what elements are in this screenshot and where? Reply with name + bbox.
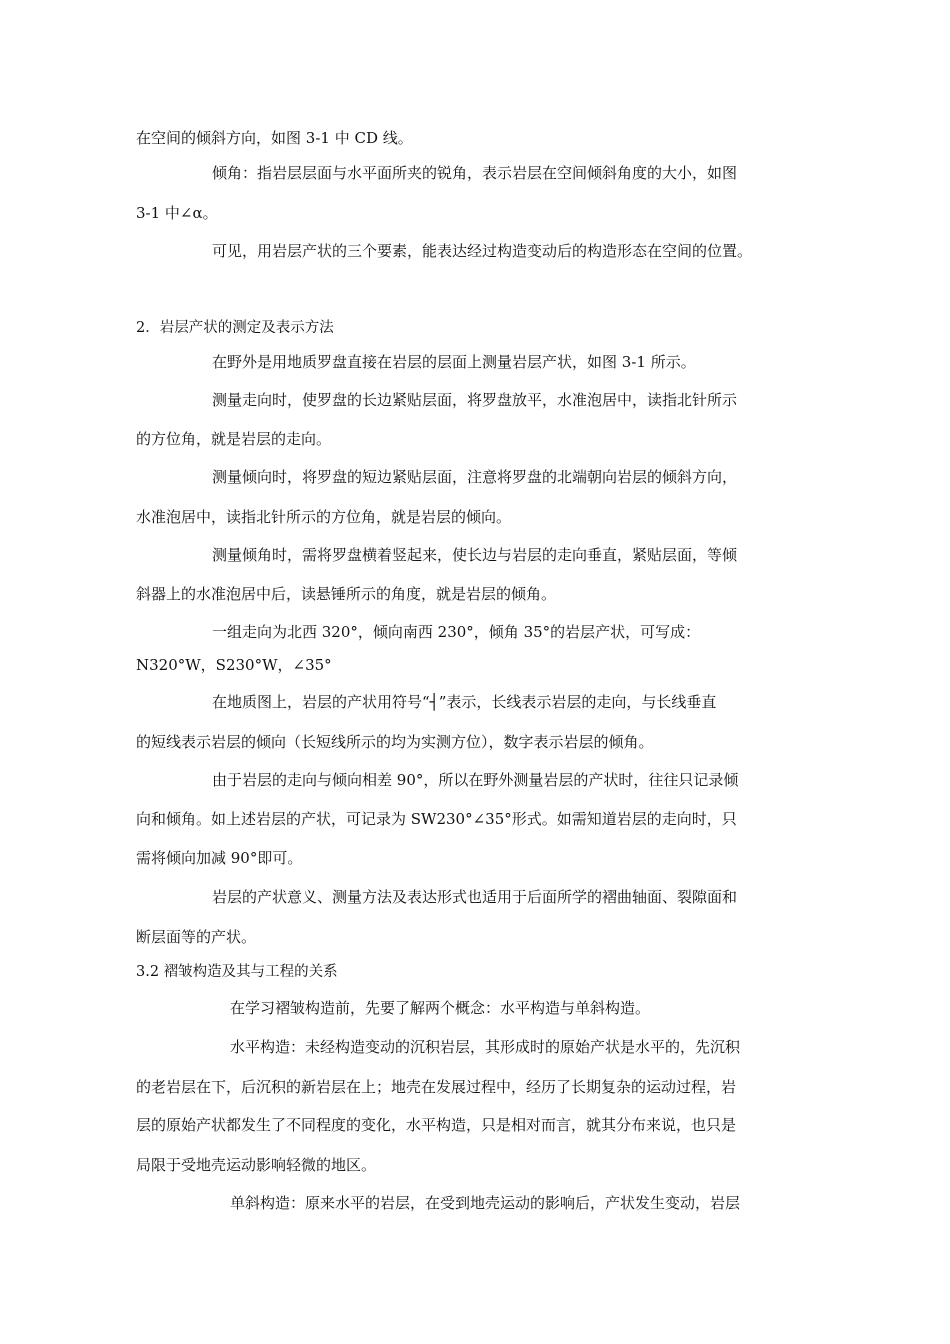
paragraph-dip: 测量倾角时，需将罗盘横着竖起来，使长边与岩层的走向垂直，紧贴层面，等倾 xyxy=(212,546,738,564)
text-line: 的短线表示岩层的倾向（长短线所示的均为实测方位），数字表示岩层的倾角。 xyxy=(136,733,654,751)
section-heading: 2．岩层产状的测定及表示方法 xyxy=(136,320,334,336)
text-line: 的老岩层在下，后沉积的新岩层在上；地壳在发展过程中，经历了长期复杂的运动过程，岩 xyxy=(136,1078,737,1096)
paragraph-monocline: 单斜构造：原来水平的岩层，在受到地壳运动的影响后，产状发生变动，岩层 xyxy=(230,1194,741,1212)
paragraph-intro: 在学习褶皱构造前，先要了解两个概念：水平构造与单斜构造。 xyxy=(230,999,651,1017)
text-line: 斜器上的水准泡居中后，读悬锤所示的角度，就是岩层的倾角。 xyxy=(136,585,557,603)
text-line: 3-1 中∠α。 xyxy=(136,204,218,222)
text-line: 在空间的倾斜方向，如图 3-1 中 CD 线。 xyxy=(136,129,413,147)
paragraph-strike: 测量走向时，使罗盘的长边紧贴层面，将罗盘放平，水准泡居中，读指北针所示 xyxy=(212,391,738,409)
text-line: 的方位角，就是岩层的走向。 xyxy=(136,430,332,448)
paragraph-map-symbol: 在地质图上，岩层的产状用符号“┤”表示，长线表示岩层的走向，与长线垂直 xyxy=(212,693,717,711)
attitude-notation: N320°W，S230°W，∠35° xyxy=(136,656,332,674)
text-line: 需将倾向加减 90°即可。 xyxy=(136,849,303,867)
paragraph-dip-angle: 倾角：指岩层层面与水平面所夹的锐角，表示岩层在空间倾斜角度的大小，如图 xyxy=(212,164,738,182)
section-heading: 3.2 褶皱构造及其与工程的关系 xyxy=(136,964,338,980)
text-line: 层的原始产状都发生了不同程度的变化，水平构造，只是相对而言，就其分布来说，也只是 xyxy=(136,1116,737,1134)
paragraph-application: 岩层的产状意义、测量方法及表达形式也适用于后面所学的褶曲轴面、裂隙面和 xyxy=(212,888,738,906)
paragraph-record: 由于岩层的走向与倾向相差 90°，所以在野外测量岩层的产状时，往往只记录倾 xyxy=(212,771,739,789)
text-line: 水准泡居中，读指北针所示的方位角，就是岩层的倾向。 xyxy=(136,508,512,526)
text-line: 向和倾角。如上述岩层的产状，可记录为 SW230°∠35°形式。如需知道岩层的走向时，只 xyxy=(136,810,737,828)
paragraph-measurement: 在野外是用地质罗盘直接在岩层的层面上测量岩层产状，如图 3-1 所示。 xyxy=(212,353,696,371)
paragraph-horizontal-structure: 水平构造：未经构造变动的沉积岩层，其形成时的原始产状是水平的，先沉积 xyxy=(230,1038,741,1056)
paragraph-example: 一组走向为北西 320°，倾向南西 230°，倾角 35°的岩层产状，可写成： xyxy=(212,623,701,641)
text-line: 断层面等的产状。 xyxy=(136,928,257,946)
paragraph-summary: 可见，用岩层产状的三个要素，能表达经过构造变动后的构造形态在空间的位置。 xyxy=(212,242,753,260)
text-line: 局限于受地壳运动影响轻微的地区。 xyxy=(136,1156,377,1174)
paragraph-dip-direction: 测量倾向时，将罗盘的短边紧贴层面，注意将罗盘的北端朝向岩层的倾斜方向， xyxy=(212,468,738,486)
